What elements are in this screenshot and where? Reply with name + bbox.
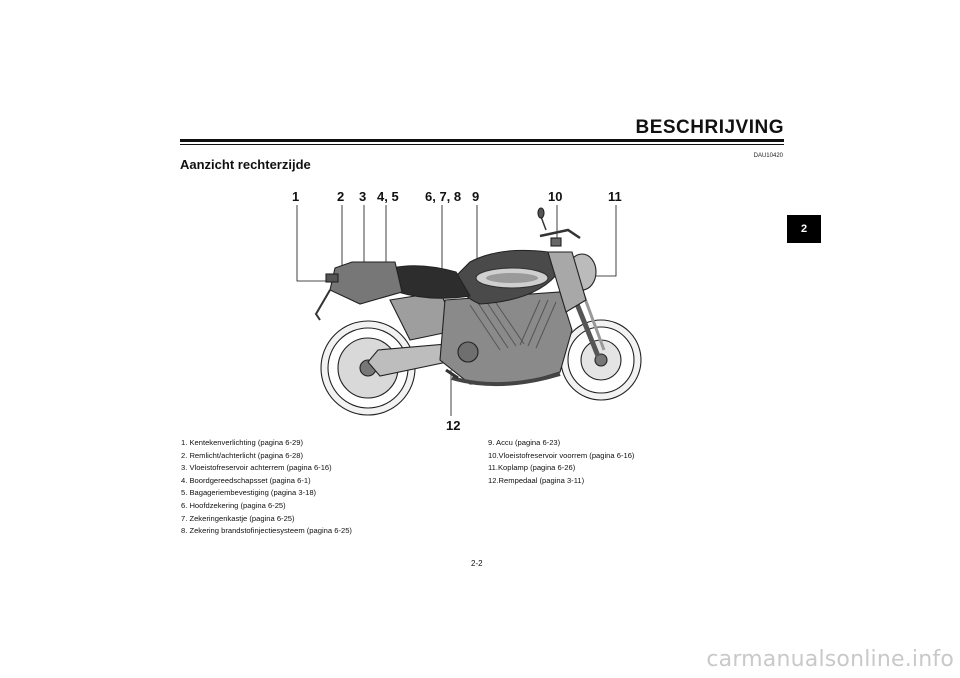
legend-item-8: 8. Zekering brandstofinjectiesysteem (pagina 6-25) xyxy=(181,526,352,536)
chapter-title: BESCHRIJVING xyxy=(635,117,784,138)
legend-item-1: 1. Kentekenverlichting (pagina 6-29) xyxy=(181,438,303,447)
legend-left xyxy=(181,437,352,538)
leader-line-1 xyxy=(297,205,330,281)
callout-6-7-8: 6, 7, 8 xyxy=(425,189,462,204)
legend-right xyxy=(488,437,634,487)
legend-item-9: 9. Accu (pagina 6-23) xyxy=(488,438,561,447)
legend-item-12: 12.Rempedaal (pagina 3-11) xyxy=(488,475,585,485)
document-code: DAU10420 xyxy=(753,153,783,159)
section-title: Aanzicht rechterzijde xyxy=(180,157,311,172)
callout-12: 12 xyxy=(446,418,461,433)
page-number: 2-2 xyxy=(471,559,483,568)
chapter-tab: 2 xyxy=(787,215,821,243)
legend-item-5: 5. Bagageriembevestiging (pagina 3-18) xyxy=(181,488,317,498)
legend-item-2: 2. Remlicht/achterlicht (pagina 6-28) xyxy=(181,450,303,460)
callout-4-5: 4, 5 xyxy=(377,189,399,204)
legend-item-7: 7. Zekeringenkastje (pagina 6-25) xyxy=(181,513,295,523)
legend-item-4: 4. Boordgereedschapsset (pagina 6-1) xyxy=(181,475,311,485)
callout-1: 1 xyxy=(292,189,300,204)
motorcycle-illustration xyxy=(316,208,641,415)
legend-item-6: 6. Hoofdzekering (pagina 6-25) xyxy=(181,500,286,510)
callout-3: 3 xyxy=(359,189,367,204)
callout-11: 11 xyxy=(608,189,622,204)
legend-item-10: 10.Vloeistofreservoir voorrem (pagina 6-16) xyxy=(488,450,635,460)
legend-item-11: 11.Koplamp (pagina 6-26) xyxy=(488,463,576,473)
watermark[interactable]: carmanualsonline.info xyxy=(706,647,954,672)
callout-10: 10 xyxy=(548,189,563,204)
legend-item-3: 3. Vloeistofreservoir achterrem (pagina 6-16) xyxy=(181,463,332,473)
callout-2: 2 xyxy=(337,189,345,204)
callout-9: 9 xyxy=(472,189,480,204)
